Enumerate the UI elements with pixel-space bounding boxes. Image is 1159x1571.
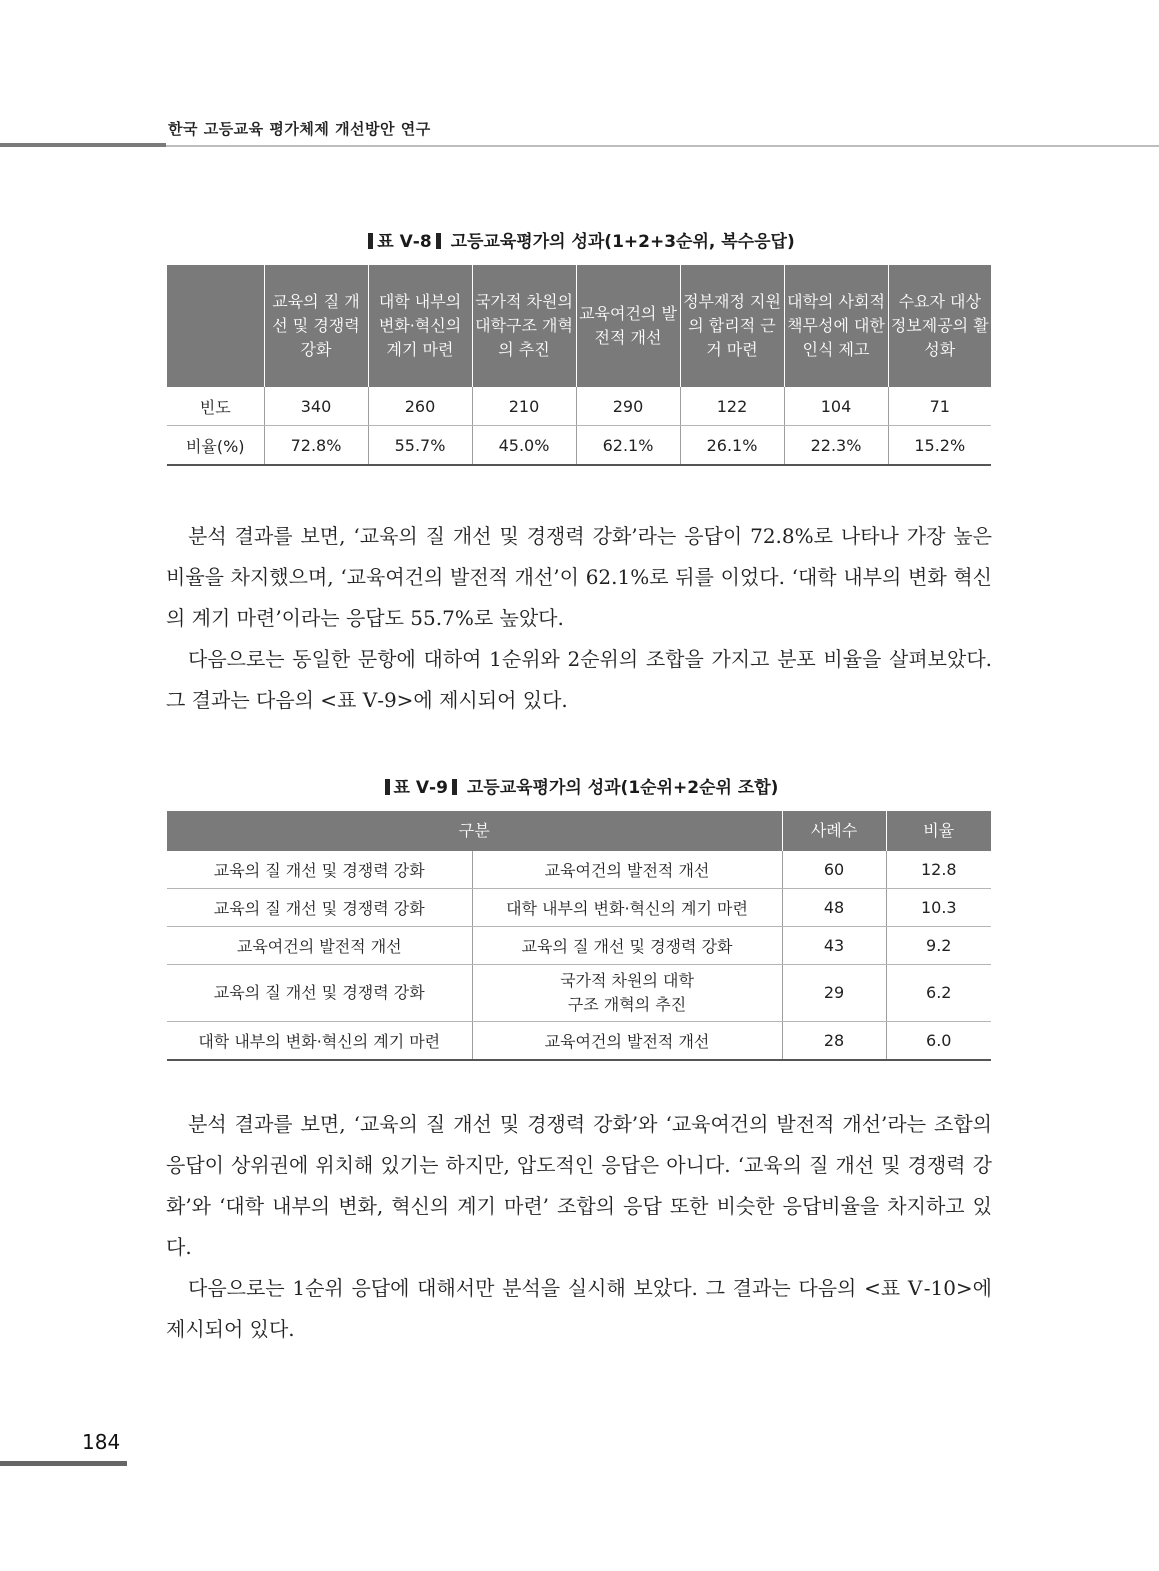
table-cell: 122	[680, 387, 784, 426]
first-rank-cell: 교육의 질 개선 및 경쟁력 강화	[167, 851, 472, 889]
second-rank-cell: 교육여건의 발전적 개선	[472, 851, 782, 889]
count-cell: 43	[782, 927, 886, 965]
count-cell: 29	[782, 965, 886, 1022]
table-9-label: 표 Ⅴ-9	[393, 778, 448, 798]
table-cell: 72.8%	[264, 426, 368, 466]
second-rank-cell: 대학 내부의 변화·혁신의 계기 마련	[472, 889, 782, 927]
ratio-cell: 9.2	[886, 927, 991, 965]
caption-bar-right	[452, 779, 457, 795]
table-row-frequency	[167, 387, 991, 426]
table-cell: 55.7%	[368, 426, 472, 466]
table-row	[167, 1022, 991, 1061]
caption-bar-right	[436, 233, 441, 249]
ratio-cell: 10.3	[886, 889, 991, 927]
body-paragraph: 다음으로는 동일한 문항에 대하여 1순위와 2순위의 조합을 가지고 분포 비율을 살펴보았다. 그 결과는 다음의 <표 Ⅴ-9>에 제시되어 있다.	[166, 647, 992, 712]
table-cell: 45.0%	[472, 426, 576, 466]
table-cell: 26.1%	[680, 426, 784, 466]
table-8-label: 표 Ⅴ-8	[377, 232, 432, 252]
table-8-header-empty	[167, 265, 264, 387]
table-8-header-conditions: 교육여건의 발전적 개선	[576, 265, 680, 387]
table-8	[167, 265, 991, 466]
table-8-header-information: 수요자 대상 정보제공의 활성화	[888, 265, 991, 387]
table-9-caption	[0, 773, 1159, 798]
count-cell: 60	[782, 851, 886, 889]
header-rule-light	[166, 145, 1159, 147]
table-cell: 210	[472, 387, 576, 426]
table-8-header-accountability: 대학의 사회적 책무성에 대한 인식 제고	[784, 265, 888, 387]
header-rule	[0, 143, 166, 147]
row-label: 비율(%)	[167, 426, 264, 466]
ratio-cell: 12.8	[886, 851, 991, 889]
caption-bar-left	[385, 779, 390, 795]
second-rank-cell: 교육의 질 개선 및 경쟁력 강화	[472, 927, 782, 965]
table-cell: 260	[368, 387, 472, 426]
first-rank-cell: 대학 내부의 변화·혁신의 계기 마련	[167, 1022, 472, 1061]
table-9	[167, 811, 991, 1061]
table-cell: 104	[784, 387, 888, 426]
table-cell: 22.3%	[784, 426, 888, 466]
table-cell: 340	[264, 387, 368, 426]
first-rank-cell: 교육의 질 개선 및 경쟁력 강화	[167, 889, 472, 927]
ratio-cell: 6.2	[886, 965, 991, 1022]
caption-bar-left	[368, 233, 373, 249]
body-paragraph: 분석 결과를 보면, ‘교육의 질 개선 및 경쟁력 강화’라는 응답이 72.8%로 나타나 가장 높은 비율을 차지했으며, ‘교육여건의 발전적 개선’이 62.1%로 뒤를 이었다. ‘대학 내부의 변화 혁신의 계기 마련’이라는 응답도 55.7%로 높았다.	[166, 524, 992, 630]
second-rank-cell: 교육여건의 발전적 개선	[472, 1022, 782, 1061]
table-8-header-quality: 교육의 질 개선 및 경쟁력 강화	[264, 265, 368, 387]
table-9-title: 고등교육평가의 성과(1순위+2순위 조합)	[466, 778, 779, 798]
table-9-header-ratio: 비율	[886, 811, 991, 851]
ratio-cell: 6.0	[886, 1022, 991, 1061]
row-label: 빈도	[167, 387, 264, 426]
table-8-caption	[0, 227, 1159, 252]
first-rank-cell: 교육의 질 개선 및 경쟁력 강화	[167, 965, 472, 1022]
table-8-header-restructuring: 국가적 차원의 대학구조 개혁의 추진	[472, 265, 576, 387]
table-row	[167, 965, 991, 1022]
table-9-header-count: 사례수	[782, 811, 886, 851]
table-row	[167, 851, 991, 889]
table-cell: 290	[576, 387, 680, 426]
page-number: 184	[82, 1430, 121, 1454]
table-cell: 15.2%	[888, 426, 991, 466]
table-8-header-innovation: 대학 내부의 변화·혁신의 계기 마련	[368, 265, 472, 387]
table-8-header-row	[167, 265, 991, 387]
table-9-header-category: 구분	[167, 811, 782, 851]
table-8-header-funding: 정부재정 지원의 합리적 근거 마련	[680, 265, 784, 387]
running-header: 한국 고등교육 평가체제 개선방안 연구	[168, 120, 431, 138]
second-rank-cell: 국가적 차원의 대학구조 개혁의 추진	[472, 965, 782, 1022]
table-9-header-row	[167, 811, 991, 851]
body-paragraph: 다음으로는 1순위 응답에 대해서만 분석을 실시해 보았다. 그 결과는 다음의 <표 Ⅴ-10>에 제시되어 있다.	[166, 1276, 992, 1341]
count-cell: 48	[782, 889, 886, 927]
footer-rule	[0, 1461, 127, 1466]
table-cell: 71	[888, 387, 991, 426]
table-cell: 62.1%	[576, 426, 680, 466]
table-row	[167, 927, 991, 965]
first-rank-cell: 교육여건의 발전적 개선	[167, 927, 472, 965]
table-8-title: 고등교육평가의 성과(1+2+3순위, 복수응답)	[450, 232, 795, 252]
count-cell: 28	[782, 1022, 886, 1061]
table-row	[167, 889, 991, 927]
table-row-ratio	[167, 426, 991, 466]
body-paragraph: 분석 결과를 보면, ‘교육의 질 개선 및 경쟁력 강화’와 ‘교육여건의 발전적 개선’라는 조합의 응답이 상위권에 위치해 있기는 하지만, 압도적인 응답은 아니다. ‘교육의 질 개선 및 경쟁력 강화’와 ‘대학 내부의 변화, 혁신의 계기 마련’ 조합의 응답 또한 비슷한 응답비율을 차지하고 있다.	[166, 1112, 992, 1259]
